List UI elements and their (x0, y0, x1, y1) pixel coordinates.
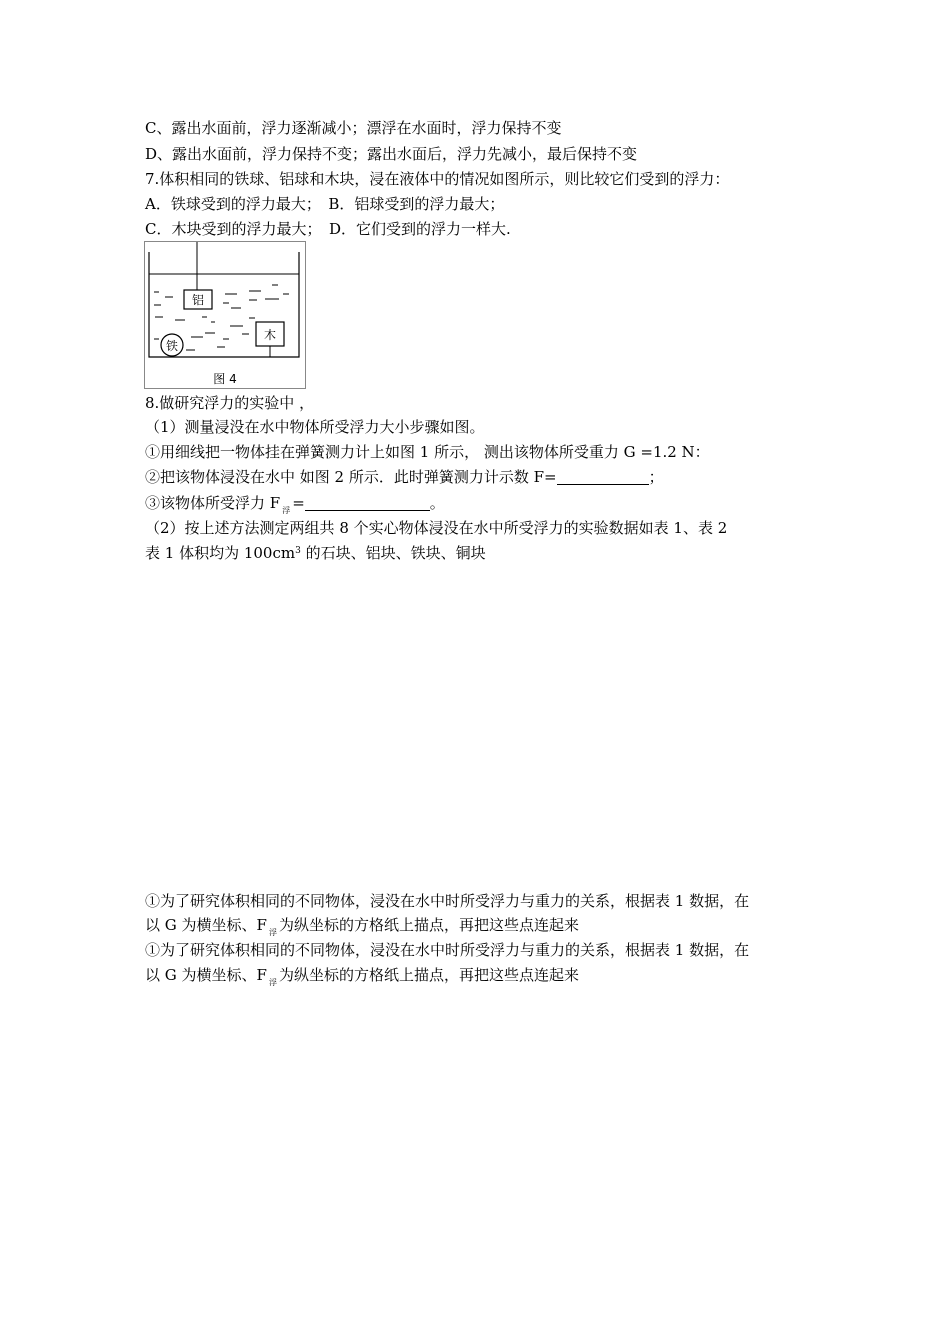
q7-options-ab: A．铁球受到的浮力最大； B．铝球受到的浮力最大； (145, 195, 505, 213)
analysis-1-text: 以 G 为横坐标、F (145, 916, 267, 934)
q8-step1: ①用细线把一物体挂在弹簧测力计上如图 1 所示， 测出该物体所受重力 G =1.2 N： (145, 443, 710, 461)
subscript-fu: 浮 (282, 506, 291, 515)
beaker-illustration (145, 242, 305, 388)
answer-blank-buoyancy[interactable] (305, 494, 430, 511)
analysis-2-text: 以 G 为横坐标、F (145, 966, 267, 984)
table1-text: 表 1 体积均为 100cm (145, 544, 296, 562)
q8-table1-caption (145, 543, 486, 566)
q8-step2-end: ； (648, 468, 664, 486)
answer-blank-f[interactable] (557, 468, 649, 485)
subscript-fu: 浮 (268, 928, 277, 937)
q8-stem: 8.做研究浮力的实验中 ， (145, 394, 315, 412)
q8-analysis-2-line1: ①为了研究体积相同的不同物体，浸没在水中时所受浮力与重力的关系，根据表 1 数据，在 (145, 941, 750, 959)
q8-step3-eq: = (292, 494, 305, 512)
analysis-1-text-end: 为纵坐标的方格纸上描点，再把这些点连起来 (278, 916, 579, 934)
table1-text-end: 的石块、铝块、铁块、铜块 (300, 544, 486, 562)
q8-step3-end: 。 (429, 494, 445, 512)
q8-step3-text: ③该物体所受浮力 F (145, 494, 281, 512)
subscript-fu: 浮 (268, 978, 277, 987)
aluminum-label: 铝 (191, 293, 205, 307)
wood-label: 木 (263, 328, 277, 342)
q8-analysis-2-line2 (145, 965, 579, 988)
superscript-3: 3 (295, 546, 301, 556)
iron-label: 铁 (165, 339, 179, 353)
q6-option-c: C、露出水面前，浮力逐渐减小；漂浮在水面时，浮力保持不变 (145, 119, 562, 137)
figure-caption: 图 4 (213, 372, 237, 386)
q8-part2: （2）按上述方法测定两组共 8 个实心物体浸没在水中所受浮力的实验数据如表 1、表 2 (145, 519, 728, 537)
q7-stem: 7.体积相同的铁球、铝球和木块，浸在液体中的情况如图所示，则比较它们受到的浮力： (145, 170, 730, 188)
q8-step2 (145, 467, 664, 487)
q8-part1: （1）测量浸没在水中物体所受浮力大小步骤如图。 (145, 418, 485, 436)
q7-options-cd: C．木块受到的浮力最大； D．它们受到的浮力一样大. (145, 220, 511, 238)
q8-step2-text: ②把该物体浸没在水中 如图 2 所示．此时弹簧测力计示数 F= (145, 468, 557, 486)
q8-step3 (145, 493, 445, 516)
figure-4-container (144, 241, 306, 389)
analysis-2-text-end: 为纵坐标的方格纸上描点，再把这些点连起来 (278, 966, 579, 984)
q8-analysis-1-line2 (145, 915, 579, 938)
q8-analysis-1-line1: ①为了研究体积相同的不同物体，浸没在水中时所受浮力与重力的关系，根据表 1 数据，在 (145, 892, 750, 910)
q6-option-d: D、露出水面前，浮力保持不变；露出水面后，浮力先减小，最后保持不变 (145, 145, 638, 163)
